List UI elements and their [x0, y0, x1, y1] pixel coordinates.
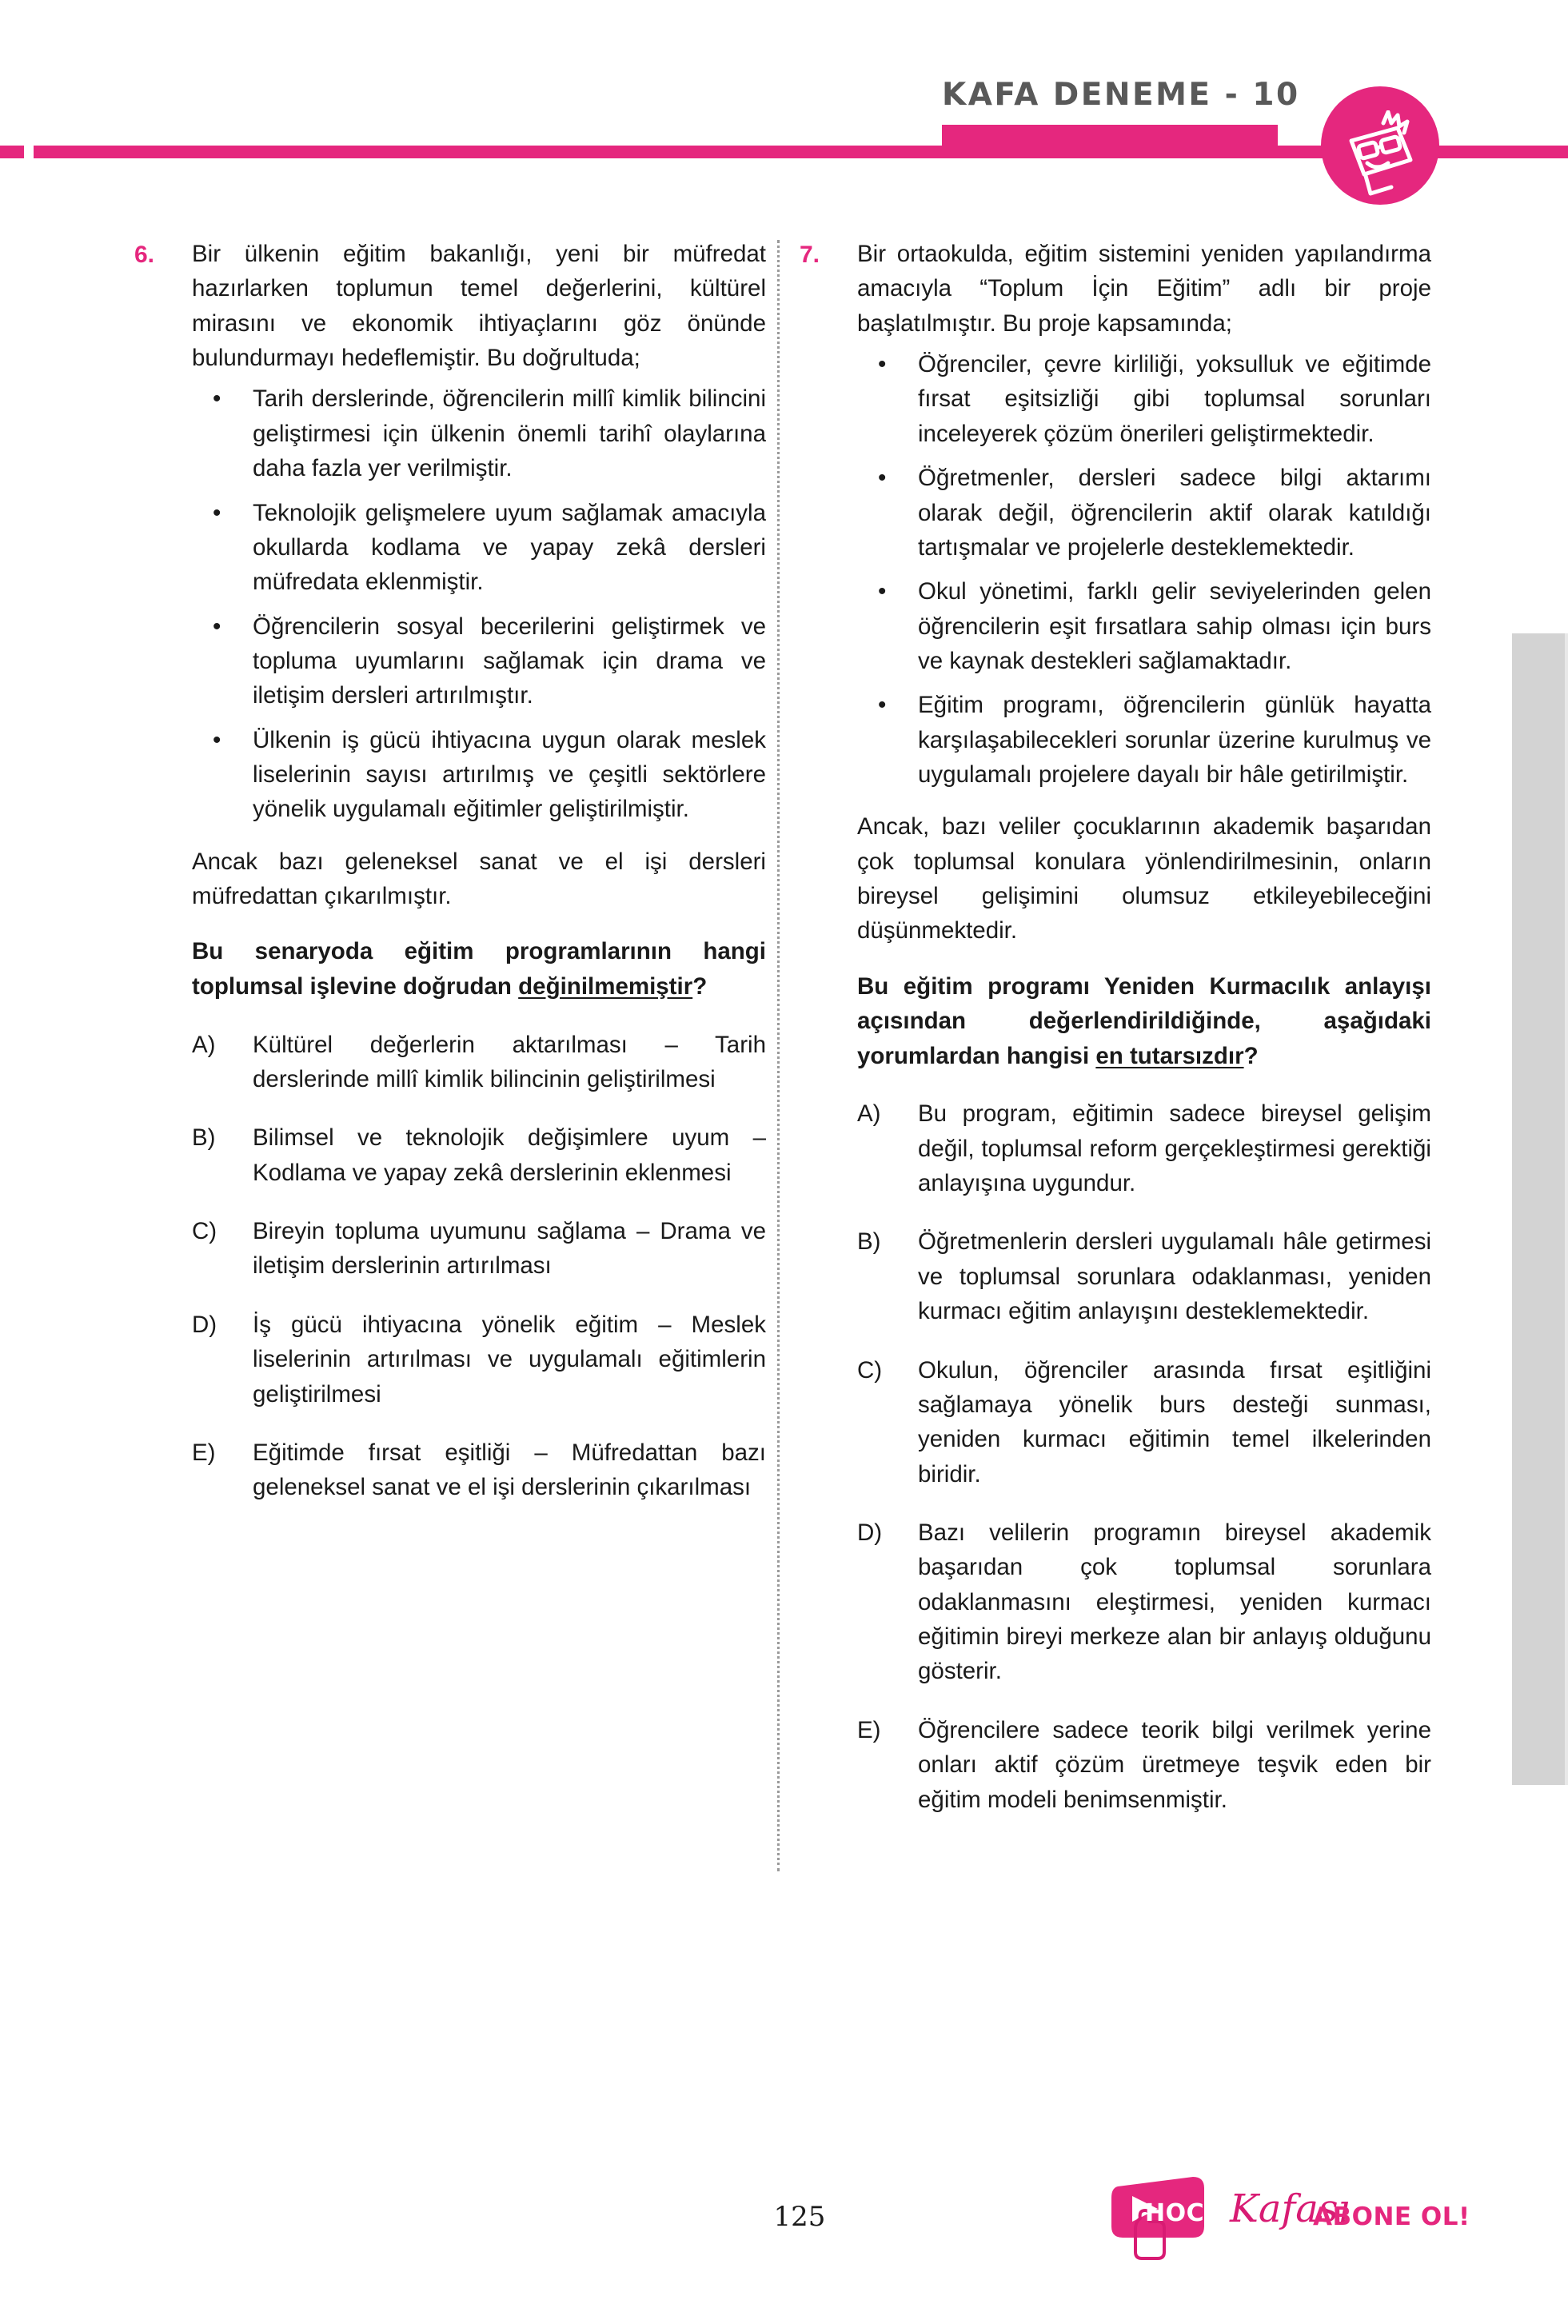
list-item	[192, 496, 766, 600]
option-label: D)	[857, 1519, 883, 1546]
bullet-dot-icon: •	[213, 613, 221, 640]
bullet-dot-icon: •	[878, 351, 887, 378]
option-text: Bu program, eğitimin sadece bireysel gelişim değil, toplumsal reform gerçekleştirmesi gerektiği anlayışına uygundur.	[918, 1100, 1431, 1197]
logo-hoca-text: HOCA	[1145, 2199, 1223, 2227]
bullet-dot-icon: •	[878, 692, 887, 719]
bullet-dot-icon: •	[213, 499, 221, 526]
list-item	[857, 688, 1431, 792]
bullet-dot-icon: •	[878, 465, 887, 492]
option-text: Eğitimde fırsat eşitliği – Müfredattan bazı geleneksel sanat ve el işi derslerinin çıkarılması	[253, 1439, 766, 1501]
subscribe-cta-text: ABONE OL!	[1313, 2202, 1470, 2231]
question-intro: Bir ülkenin eğitim bakanlığı, yeni bir müfredat hazırlarken toplumun temel değerlerini, kültürel mirasını ve ekonomik ihtiyaçlarını göz önünde bulundurmayı hedeflemiştir. Bu doğrultuda;	[192, 241, 766, 372]
stem-emphasis: en tutarsızdır	[1095, 1042, 1244, 1069]
page-header	[0, 0, 1568, 184]
question-number: 7.	[800, 242, 820, 268]
logo-kafasi-text: Kafası	[1230, 2186, 1351, 2231]
answer-option[interactable]	[857, 1096, 1431, 1200]
column-right	[800, 237, 1431, 1817]
option-text: İş gücü ihtiyacına yönelik eğitim – Meslek liselerinin artırılması ve uygulamalı eğitimlerin geliştirilmesi	[253, 1311, 766, 1408]
list-item	[857, 461, 1431, 565]
answer-option[interactable]	[192, 1308, 766, 1412]
question-body	[857, 237, 1431, 1817]
answer-option[interactable]	[857, 1515, 1431, 1689]
stem-text-part1: Bu eğitim programı Yeniden Kurmacılık anlayışı açısından değerlendirildiğinde, aşağıdaki yorumlardan hangisi	[857, 972, 1431, 1069]
stem-text-part2: ?	[1243, 1042, 1259, 1069]
content-columns	[0, 237, 1568, 2140]
bullet-dot-icon: •	[878, 578, 887, 605]
answer-option[interactable]	[192, 1214, 766, 1284]
list-item-text: Teknolojik gelişmelere uyum sağlamak amacıyla okullarda kodlama ve yapay zekâ dersleri müfredata eklenmiştir.	[253, 499, 766, 596]
question-bullet-list	[857, 347, 1431, 792]
list-item	[192, 381, 766, 485]
answer-option[interactable]	[857, 1713, 1431, 1817]
answer-option[interactable]	[192, 1120, 766, 1190]
list-item	[192, 609, 766, 713]
question-number: 6.	[134, 242, 155, 268]
list-item	[192, 723, 766, 827]
option-label: D)	[192, 1311, 217, 1338]
answer-options-6	[192, 1028, 766, 1505]
question-block-6	[134, 237, 766, 1505]
question-body	[192, 237, 766, 1505]
list-item-text: Öğrencilerin sosyal becerilerini geliştirmek ve topluma uyumlarını sağlamak için drama ve iletişim dersleri artırılmıştır.	[253, 613, 766, 709]
list-item-text: Okul yönetimi, farklı gelir seviyelerinden gelen öğrencilerin eşit fırsatlara sahip olması için burs ve kaynak destekleri sağlamaktadır.	[918, 578, 1431, 674]
stem-emphasis: değinilmemiştir	[518, 972, 693, 1000]
list-item-text: Öğretmenler, dersleri sadece bilgi aktarımı olarak değil, öğrencilerin aktif olarak katıldığı tartışmalar ve projelerle desteklemektedir.	[918, 465, 1431, 561]
option-text: Öğrencilere sadece teorik bilgi verilmek yerine onları aktif çözüm üretmeye teşvik eden bir eğitim modeli benimsenmiştir.	[918, 1716, 1431, 1813]
option-text: Bireyin topluma uyumunu sağlama – Drama ve iletişim derslerinin artırılması	[253, 1218, 766, 1280]
answer-options-7	[857, 1096, 1431, 1816]
question-stem	[857, 969, 1431, 1073]
question-block-7	[800, 237, 1431, 1817]
option-text: Kültürel değerlerin aktarılması – Tarih derslerinde millî kimlik bilincinin geliştirilmesi	[253, 1031, 766, 1093]
option-label: C)	[857, 1356, 883, 1384]
option-label: C)	[192, 1218, 217, 1245]
option-label: E)	[192, 1439, 216, 1466]
answer-option[interactable]	[192, 1436, 766, 1505]
answer-option[interactable]	[857, 1224, 1431, 1328]
option-label: E)	[857, 1716, 881, 1743]
option-label: A)	[857, 1100, 881, 1128]
list-item	[857, 347, 1431, 451]
list-item	[857, 574, 1431, 678]
option-text: Bilimsel ve teknolojik değişimlere uyum – Kodlama ve yapay zekâ derslerinin eklenmesi	[253, 1124, 766, 1186]
stem-text-part1: Bu senaryoda eğitim programlarının hangi toplumsal işlevine doğrudan	[192, 938, 766, 1000]
column-left	[134, 237, 766, 1505]
brand-footer-logo[interactable]	[1103, 2169, 1470, 2273]
answer-option[interactable]	[192, 1028, 766, 1097]
option-text: Bazı velilerin programın bireysel akademik başarıdan çok toplumsal sorunlara odaklanmasını eleştirmesi, yeniden kurmacı eğitimin bireyi merkeze alan bir anlayış olduğunu gösterir.	[918, 1519, 1431, 1685]
option-text: Okulun, öğrenciler arasında fırsat eşitliğini sağlamaya yönelik burs desteği sunması, yeniden kurmacı eğitimin temel ilkelerinden biridir.	[918, 1356, 1431, 1487]
list-item-text: Tarih derslerinde, öğrencilerin millî kimlik bilincini geliştirmesi için ülkenin önemli tarihî olaylarına daha fazla yer verilmiştir.	[253, 385, 766, 482]
option-text: Öğretmenlerin dersleri uygulamalı hâle getirmesi ve toplumsal sorunlara odaklanması, yeniden kurmacı eğitim anlayışını desteklemektedir.	[918, 1228, 1431, 1325]
list-item-text: Öğrenciler, çevre kirliliği, yoksulluk ve eğitimde fırsat eşitsizliği gibi toplumsal sorunları inceleyerek çözüm önerileri geliştirmektedir.	[918, 351, 1431, 447]
mascot-badge	[1321, 86, 1439, 205]
stem-text-part2: ?	[692, 972, 708, 1000]
list-item-text: Ülkenin iş gücü ihtiyacına uygun olarak meslek liselerinin sayısı artırılmış ve çeşitli sektörlere yönelik uygulamalı eğitimler geliştirilmiştir.	[253, 726, 766, 823]
answer-option[interactable]	[857, 1353, 1431, 1491]
list-item-text: Eğitim programı, öğrencilerin günlük hayatta karşılaşabilecekleri sorunlar üzerine kurulmuş ve uygulamalı projelere dayalı bir hâle getirilmiştir.	[918, 692, 1431, 789]
mascot-head-icon	[1342, 110, 1418, 200]
question-intro: Bir ortaokulda, eğitim sistemini yeniden yapılandırma amacıyla “Toplum İçin Eğitim” adlı bir proje başlatılmıştır. Bu proje kapsamında;	[857, 241, 1431, 337]
bullet-dot-icon: •	[213, 385, 221, 413]
bullet-dot-icon: •	[213, 726, 221, 753]
question-stem	[192, 934, 766, 1004]
question-bullet-list	[192, 381, 766, 826]
page-number: 125	[773, 2201, 826, 2233]
option-label: B)	[857, 1228, 881, 1256]
question-outro: Ancak, bazı veliler çocuklarının akademik başarıdan çok toplumsal konulara yönlendirilmesinin, onların bireysel gelişimini olumsuz etkileyebileceğini düşünmektedir.	[857, 813, 1431, 944]
option-label: A)	[192, 1031, 216, 1058]
page-title: KAFA DENEME - 10	[942, 77, 1300, 113]
question-outro: Ancak bazı geleneksel sanat ve el işi dersleri müfredattan çıkarılmıştır.	[192, 848, 766, 910]
option-label: B)	[192, 1124, 216, 1152]
header-rule-notch	[24, 142, 34, 162]
